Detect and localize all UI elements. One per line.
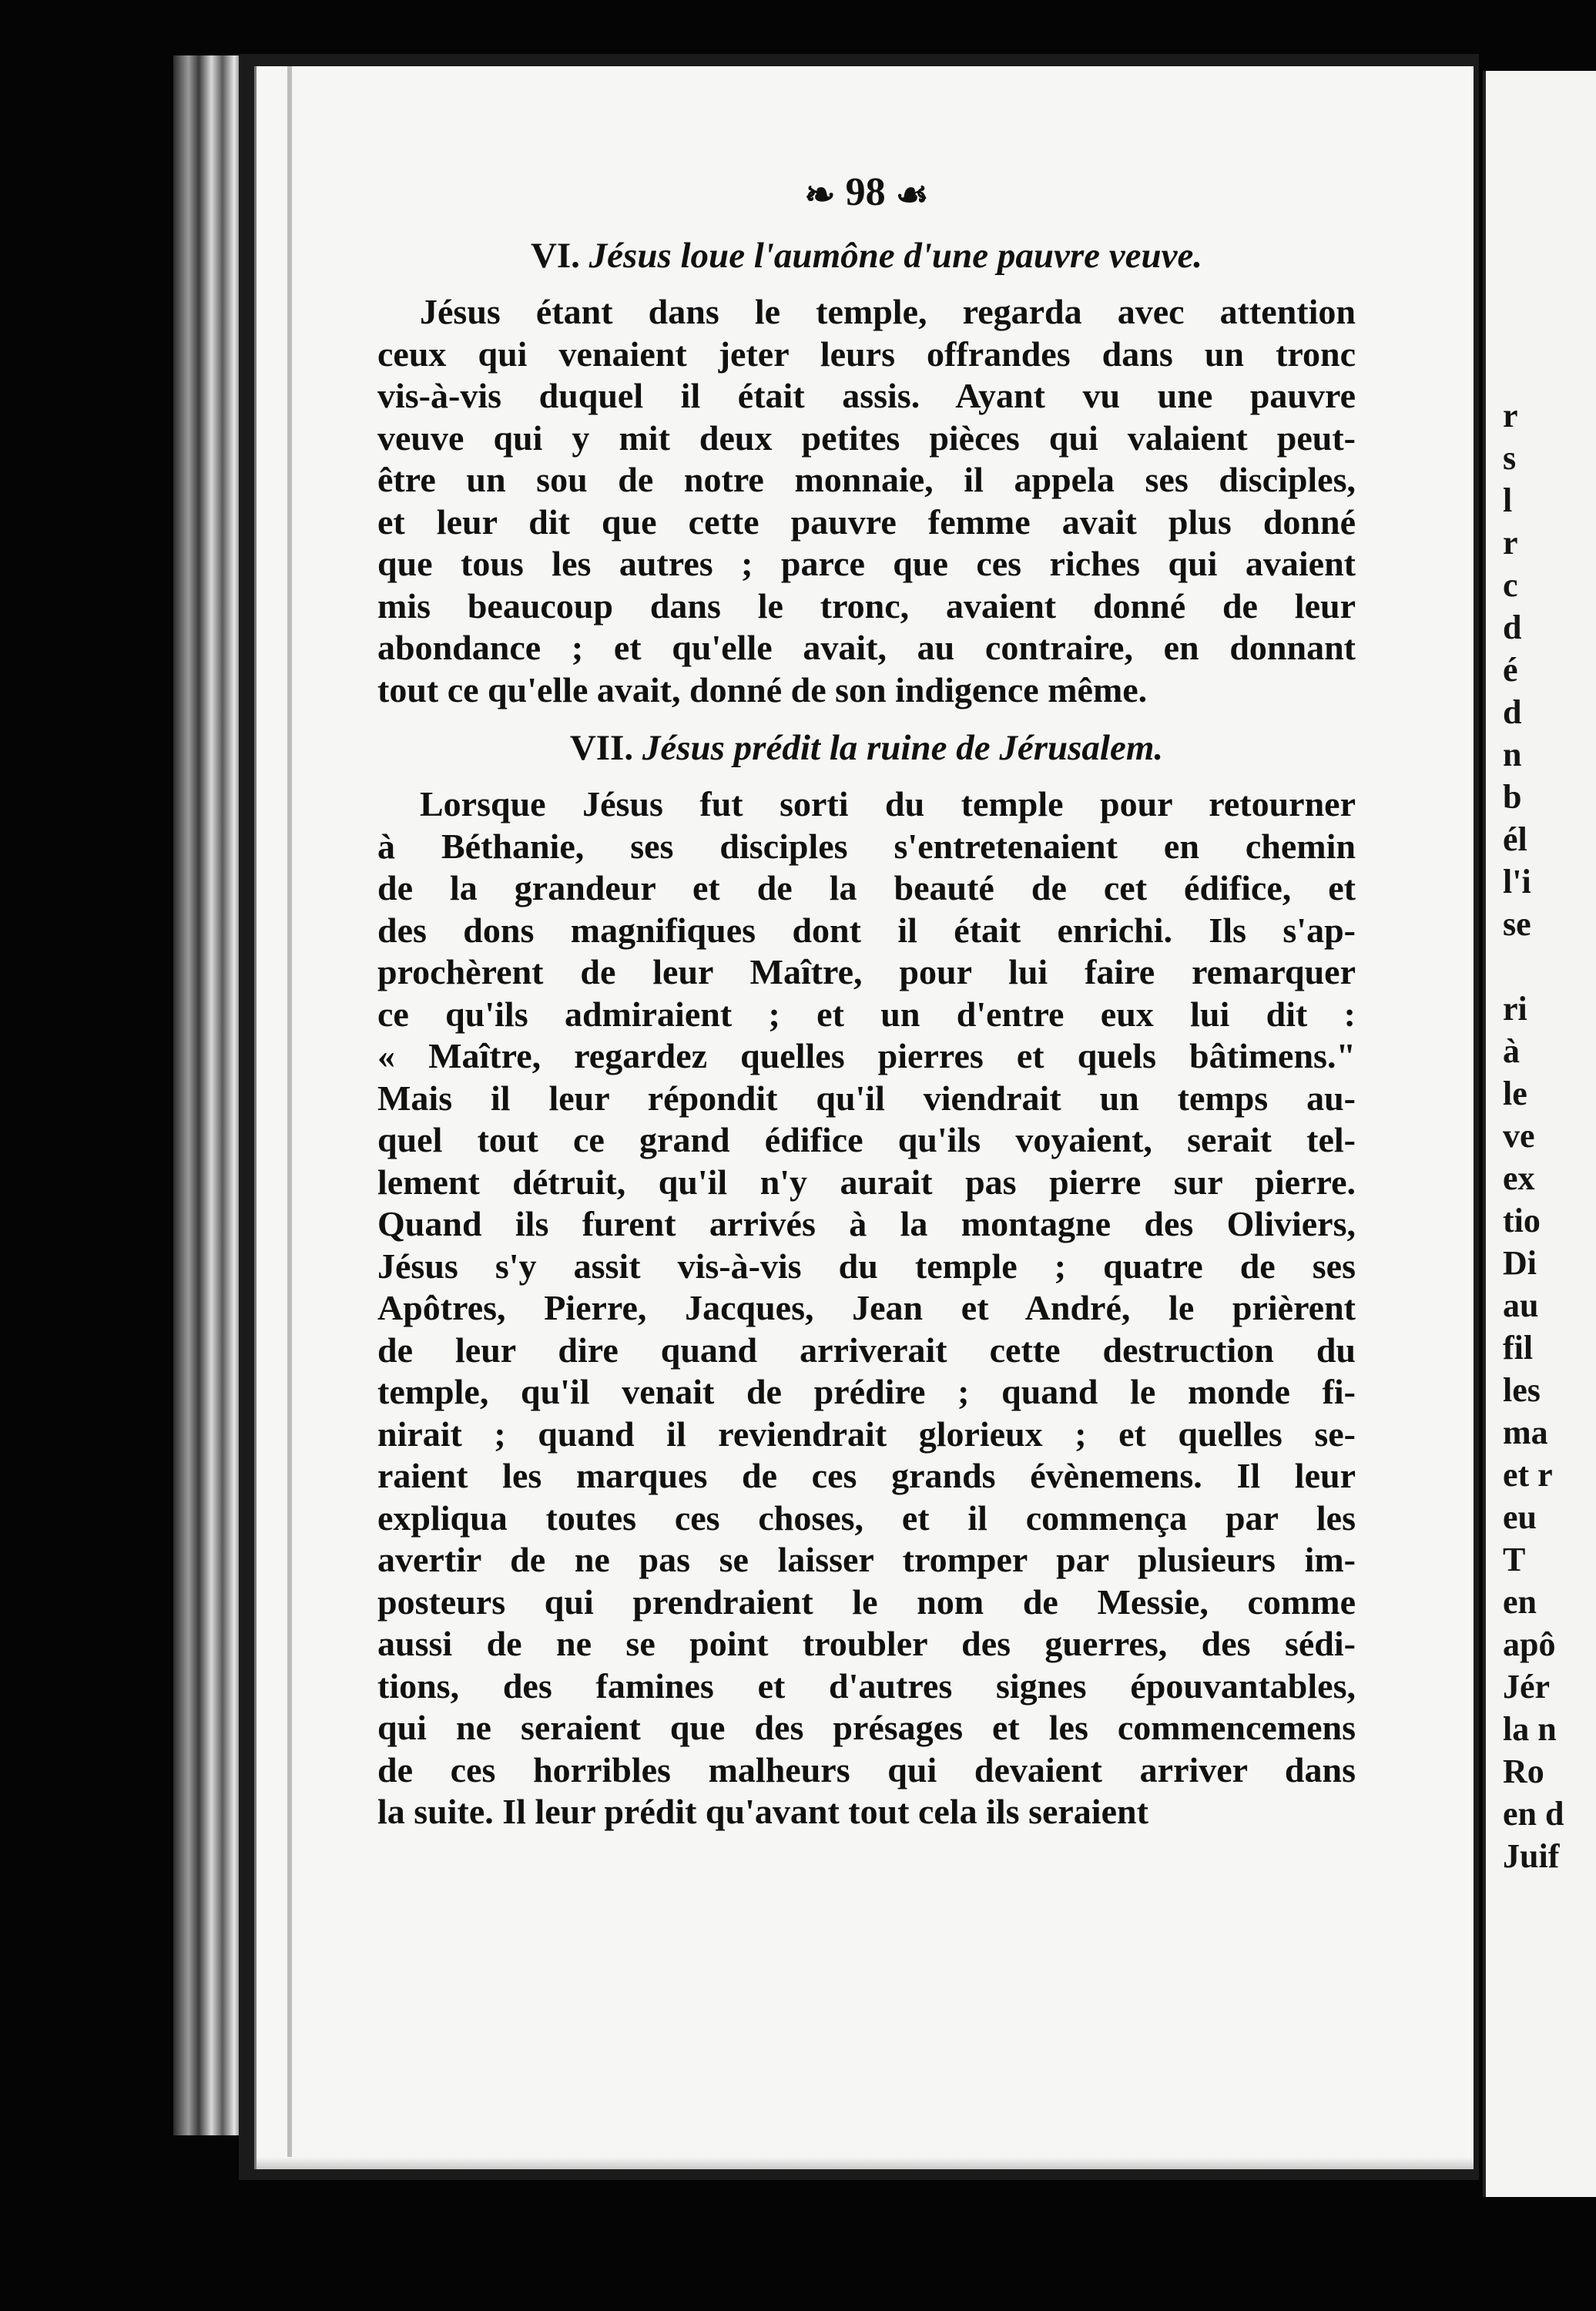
- text-line: temple, qu'il venait de prédire ; quand le monde fi-: [377, 1372, 1356, 1411]
- text-line: ceux qui venaient jeter leurs offrandes dans un tronc: [377, 334, 1356, 374]
- facing-page-fragment: d: [1503, 693, 1522, 731]
- text-line: vis-à-vis duquel il était assis. Ayant vu une pauvre: [377, 376, 1356, 415]
- text-line: la suite. Il leur prédit qu'avant tout cela ils seraient: [377, 1792, 1148, 1831]
- text-line: nirait ; quand il reviendrait glorieux ; et quelles se-: [377, 1414, 1356, 1454]
- text-line: de leur dire quand arriverait cette destruction du: [377, 1330, 1356, 1370]
- text-line: tout ce qu'elle avait, donné de son indigence même.: [377, 669, 1148, 709]
- facing-page-fragment: les: [1503, 1371, 1541, 1409]
- text-line: tions, des famines et d'autres signes épouvantables,: [377, 1665, 1356, 1706]
- facing-page-fragment: r: [1503, 524, 1518, 562]
- text-line: veuve qui y mit deux petites pièces qui valaient peut-: [377, 418, 1356, 458]
- facing-page-fragment: Ro: [1503, 1753, 1544, 1790]
- text-line: Apôtres, Pierre, Jacques, Jean et André, le prièrent: [377, 1288, 1356, 1327]
- facing-page-fragment: ve: [1503, 1117, 1535, 1155]
- text-line: ce qu'ils admiraient ; et un d'entre eux lui dit :: [377, 994, 1356, 1034]
- facing-page-fragment: él: [1503, 820, 1527, 858]
- facing-page-fragment: ri: [1503, 990, 1527, 1028]
- text-line: mis beaucoup dans le tronc, avaient donné de leur: [377, 585, 1356, 626]
- text-line: prochèrent de leur Maître, pour lui faire remarquer: [377, 952, 1356, 991]
- facing-page-fragment: b: [1503, 778, 1522, 816]
- text-line: Jésus étant dans le temple, regarda avec attention: [420, 292, 1356, 331]
- facing-page-fragment: c: [1503, 566, 1518, 604]
- facing-page-fragment: [1503, 945, 1596, 988]
- facing-page-fragment: tio: [1503, 1202, 1541, 1239]
- facing-page-fragment: en d: [1503, 1795, 1564, 1833]
- text-line: posteurs qui prendraient le nom de Messie, comme: [377, 1581, 1356, 1622]
- text-line: et leur dit que cette pauvre femme avait plus donné: [377, 501, 1356, 542]
- text-line: quel tout ce grand édifice qu'ils voyaient, serait tel-: [377, 1120, 1356, 1159]
- section-heading-vi: [377, 233, 1356, 279]
- facing-page-fragment: et r: [1503, 1456, 1553, 1494]
- facing-page-fragment: au: [1503, 1286, 1539, 1324]
- text-line: être un sou de notre monnaie, il appela ses disciples,: [377, 460, 1356, 499]
- text-line: des dons magnifiques dont il était enrichi. Ils s'ap-: [377, 910, 1356, 950]
- text-line: « Maître, regardez quelles pierres et quels bâtimens.": [377, 1036, 1356, 1075]
- text-line: qui ne seraient que des présages et les commencemens: [377, 1708, 1356, 1747]
- ornament-right-icon: ☙: [895, 175, 929, 216]
- text-line: de la grandeur et de la beauté de cet édifice, et: [377, 868, 1356, 907]
- facing-page-fragment: l'i: [1503, 863, 1531, 901]
- facing-page-fragment: à: [1503, 1032, 1520, 1070]
- section-title: Jésus prédit la ruine de Jérusalem.: [642, 728, 1164, 768]
- text-line: que tous les autres ; parce que ces riches qui avaient: [377, 544, 1356, 583]
- paragraph-vii: [377, 783, 1356, 1833]
- section-heading-vii: [377, 725, 1356, 771]
- page-text: [377, 162, 1356, 1833]
- text-line: à Béthanie, ses disciples s'entretenaient en chemin: [377, 826, 1356, 866]
- facing-page-fragment: en: [1503, 1583, 1537, 1621]
- text-line: de ces horribles malheurs qui devaient arriver dans: [377, 1749, 1356, 1789]
- ornament-left-icon: ❧: [804, 175, 836, 216]
- facing-page-fragment: s: [1503, 439, 1517, 477]
- text-line: abondance ; et qu'elle avait, au contraire, en donnant: [377, 628, 1356, 667]
- facing-page-fragment: n: [1503, 736, 1522, 773]
- facing-page-fragment: ma: [1503, 1414, 1548, 1451]
- facing-page-fragment: T: [1503, 1541, 1526, 1578]
- facing-page-fragment: Jér: [1503, 1668, 1551, 1706]
- section-number: VI.: [530, 236, 580, 276]
- text-line: Mais il leur répondit qu'il viendrait un temps au-: [377, 1078, 1356, 1118]
- facing-page-fragment: d: [1503, 609, 1522, 646]
- facing-page-fragment: r: [1503, 397, 1518, 434]
- facing-page-fragment: eu: [1503, 1498, 1537, 1536]
- facing-page: [1483, 71, 1596, 2197]
- text-line: raient les marques de ces grands évènemens. Il leur: [377, 1456, 1356, 1495]
- text-line: Lorsque Jésus fut sorti du temple pour retourner: [420, 784, 1356, 823]
- page-number-value: 98: [845, 170, 886, 214]
- facing-page-fragment: la n: [1503, 1710, 1557, 1748]
- text-line: expliqua toutes ces choses, et il commença par les: [377, 1498, 1356, 1538]
- facing-page-fragment: ex: [1503, 1159, 1535, 1197]
- facing-page-fragment: fil: [1503, 1329, 1534, 1367]
- section-title: Jésus loue l'aumône d'une pauvre veuve.: [588, 236, 1203, 276]
- facing-page-fragment: Di: [1503, 1244, 1537, 1282]
- text-line: Jésus s'y assit vis-à-vis du temple ; quatre de ses: [377, 1246, 1356, 1286]
- facing-page-fragment: Juif: [1503, 1837, 1560, 1875]
- facing-page-fragment: le: [1503, 1075, 1527, 1112]
- facing-page-fragment: apô: [1503, 1625, 1556, 1663]
- facing-page-fragment: l: [1503, 481, 1513, 519]
- section-number: VII.: [569, 728, 634, 768]
- text-line: aussi de ne se point troubler des guerres, des sédi-: [377, 1624, 1356, 1663]
- facing-page-fragment: é: [1503, 651, 1518, 689]
- text-line: avertir de ne pas se laisser tromper par plusieurs im-: [377, 1540, 1356, 1579]
- page-number: [377, 162, 1356, 223]
- paragraph-vi: [377, 291, 1356, 711]
- facing-page-fragment: se: [1503, 905, 1531, 943]
- facing-page-text: [1503, 394, 1596, 1877]
- text-line: Quand ils furent arrivés à la montagne des Oliviers,: [377, 1204, 1356, 1243]
- text-line: lement détruit, qu'il n'y aurait pas pierre sur pierre.: [377, 1162, 1356, 1202]
